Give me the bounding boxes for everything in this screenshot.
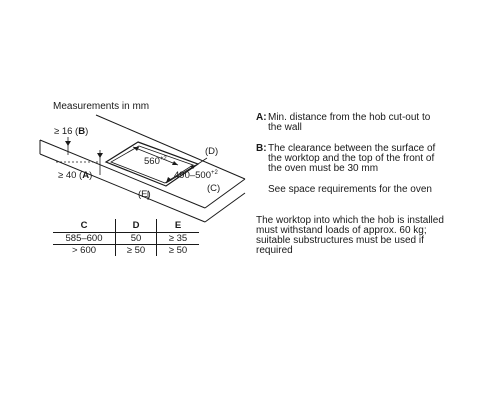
- dim-depth-label: $490-500^{+2}$: [174, 170, 218, 181]
- note-space: [256, 185, 446, 195]
- worktop-right-lower-edge: [205, 193, 245, 222]
- worktop-load-note: The worktop into which the hob is installed must withstand loads of approx. 60 kg; suitable substructures must be used if required: [256, 215, 444, 256]
- header-e: E: [157, 219, 200, 233]
- note-a: [256, 113, 446, 133]
- table-cell: > 600: [53, 245, 116, 257]
- clearance-table: [53, 219, 199, 256]
- label-c: (C): [207, 183, 221, 194]
- label-b: ≥ 16 (B): [54, 126, 89, 137]
- dim-width-label: $560^{+2}$: [144, 156, 167, 167]
- note-b: [256, 144, 446, 174]
- note-b-text: The clearance between the surface of the worktop and the top of the front of the oven must be 30 mm: [268, 143, 436, 174]
- header-c: C: [80, 219, 88, 231]
- note-b-key: B:: [256, 143, 267, 154]
- table-row: [53, 245, 199, 257]
- note-a-text: Min. distance from the hob cut-out to the wall: [268, 112, 431, 133]
- table-cell: ≥ 50: [157, 245, 200, 257]
- worktop-bottom-front-edge: [40, 154, 205, 222]
- label-e: (E): [138, 189, 151, 200]
- notes-panel: [256, 113, 446, 209]
- label-d: (D): [205, 146, 219, 157]
- table-cell: ≥ 35: [157, 233, 200, 245]
- table-cell: ≥ 50: [116, 245, 157, 257]
- note-space-text: See space requirements for the oven: [268, 184, 432, 195]
- arrow-a-down: [97, 153, 103, 158]
- table-header-row: [53, 219, 199, 233]
- table-cell: 50: [116, 233, 157, 245]
- table-cell: 585–600: [53, 233, 116, 245]
- measurements-title: Measurements in mm: [53, 101, 150, 112]
- table-row: [53, 233, 199, 245]
- note-a-key: A:: [256, 112, 267, 123]
- arrow-b-down: [65, 141, 71, 146]
- worktop-back-edge: [96, 115, 245, 179]
- header-d: D: [116, 219, 157, 233]
- label-a: ≥ 40 (A): [58, 170, 93, 181]
